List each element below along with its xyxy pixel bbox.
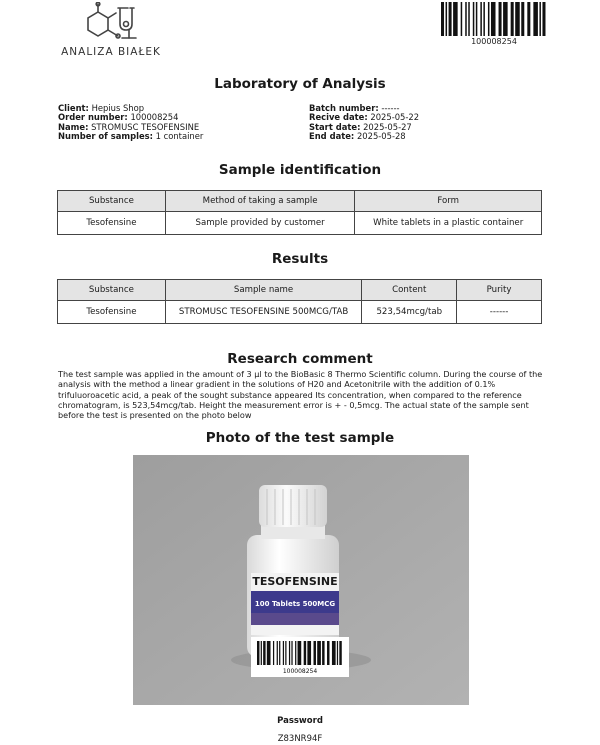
end-label: End date: bbox=[309, 131, 355, 142]
page-title: Laboratory of Analysis bbox=[214, 76, 386, 92]
order-label: Order number: bbox=[58, 112, 128, 123]
receive-label: Recive date: bbox=[309, 112, 368, 123]
order-value: 100008254 bbox=[130, 112, 179, 123]
tag-barcode-number: 100008254 bbox=[282, 668, 318, 675]
results-table bbox=[57, 279, 542, 324]
samples-label: Number of samples: bbox=[58, 131, 153, 142]
molecule-logo-icon bbox=[82, 2, 144, 46]
table-header-row bbox=[58, 280, 542, 301]
table-header-cell: Substance bbox=[58, 191, 166, 212]
table-cell: 523,54mcg/tab bbox=[362, 301, 457, 324]
table-header-cell: Form bbox=[355, 191, 542, 212]
batch-info bbox=[309, 104, 419, 142]
start-value: 2025-05-27 bbox=[363, 121, 412, 132]
table-header-cell: Content bbox=[362, 280, 457, 301]
receive-value: 2025-05-22 bbox=[370, 112, 420, 123]
client-info bbox=[58, 104, 203, 142]
table-cell: White tablets in a plastic container bbox=[355, 212, 542, 235]
name-label: Name: bbox=[58, 121, 89, 132]
client-label: Client: bbox=[58, 103, 89, 113]
start-label: Start date: bbox=[309, 121, 361, 132]
client-value: Hepius Shop bbox=[91, 103, 145, 113]
name-value: STROMUSC TESOFENSINE bbox=[91, 121, 200, 132]
sample-bottle-image bbox=[133, 455, 469, 705]
company-logo bbox=[56, 2, 166, 60]
table-cell: Sample provided by customer bbox=[165, 212, 355, 235]
table-cell: Tesofensine bbox=[58, 212, 166, 235]
table-cell: Tesofensine bbox=[58, 301, 166, 324]
photo-title: Photo of the test sample bbox=[205, 430, 395, 446]
research-comment-title: Research comment bbox=[227, 351, 373, 367]
password-value: Z83NR94F bbox=[277, 734, 323, 744]
table-header-cell: Method of taking a sample bbox=[165, 191, 355, 212]
table-header-cell: Sample name bbox=[165, 280, 362, 301]
results-title: Results bbox=[271, 251, 329, 267]
identification-table bbox=[57, 190, 542, 235]
bottle-label-text: TESOFENSINE bbox=[252, 575, 338, 588]
password-label: Password bbox=[277, 716, 323, 726]
table-header-cell: Substance bbox=[58, 280, 166, 301]
table-cell: ------ bbox=[457, 301, 542, 324]
table-header-cell: Purity bbox=[457, 280, 542, 301]
samples-value: 1 container bbox=[155, 131, 204, 142]
logo-text: ANALIZA BIAŁEK bbox=[61, 46, 161, 58]
barcode-number: 100008254 bbox=[471, 37, 517, 46]
table-header-row bbox=[58, 191, 542, 212]
research-comment-text: The test sample was applied in the amount of 3 µl to the BioBasic 8 Thermo Scientific column. During the course of the analysis with the method a linear gradient in the solutions of H20 and Acetonitrile with the addition of 0.1% trifuluoroacetic acid, a peak of the sought substance appeared Its concentration, when compared to the reference chromatogram, is 523,54mcg/tab. Height the measurement error is + - 0,5mcg. The actual state of the sample sent before the test is presented on the photo below bbox=[58, 369, 543, 421]
table-cell: STROMUSC TESOFENSINE 500MCG/TAB bbox=[165, 301, 362, 324]
bottle-band-text: 100 Tablets 500MCG bbox=[254, 600, 336, 608]
batch-value: ------ bbox=[381, 103, 400, 113]
batch-label: Batch number: bbox=[309, 103, 379, 113]
sample-identification-title: Sample identification bbox=[218, 162, 382, 178]
tag-barcode bbox=[257, 641, 342, 665]
end-value: 2025-05-28 bbox=[356, 131, 406, 142]
table-row bbox=[58, 301, 542, 324]
sample-photo bbox=[133, 455, 469, 705]
barcode-top bbox=[441, 2, 547, 36]
table-row bbox=[58, 212, 542, 235]
